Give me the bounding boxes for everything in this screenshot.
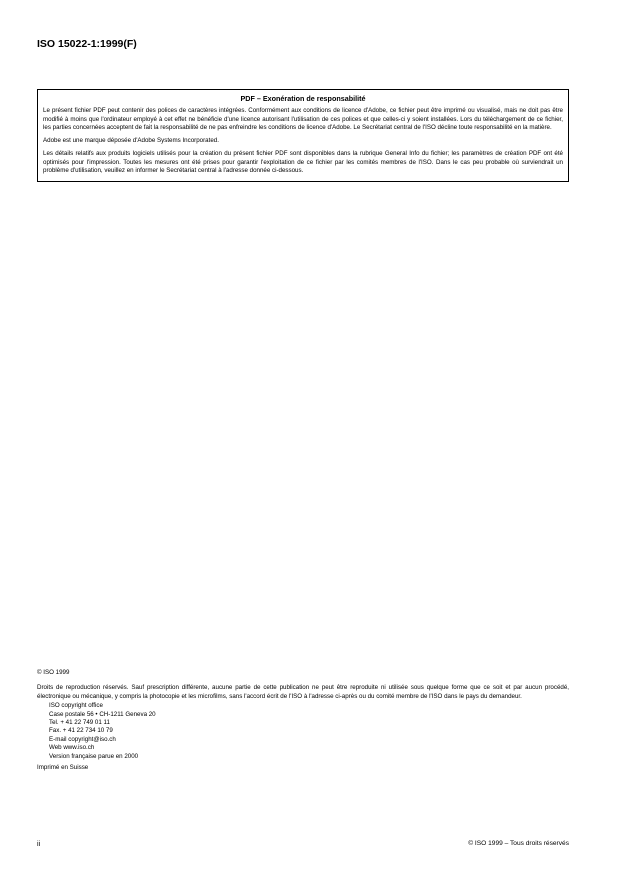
address-line: Fax. + 41 22 734 10 79 bbox=[49, 727, 113, 735]
address-line: Case postale 56 • CH-1211 Geneva 20 bbox=[49, 710, 156, 718]
iso-copyright-office-address bbox=[37, 702, 569, 761]
copyright-symbol-line: © ISO 1999 bbox=[37, 669, 70, 676]
copyright-notice bbox=[37, 669, 569, 772]
disclaimer-title: PDF – Exonération de responsabilité bbox=[240, 94, 366, 103]
disclaimer-paragraph-trademark: Adobe est une marque déposée d'Adobe Systems Incorporated. bbox=[43, 137, 219, 145]
document-id: ISO 15022-1:1999(F) bbox=[37, 38, 137, 50]
address-line: ISO copyright office bbox=[49, 702, 103, 710]
disclaimer-paragraph-software: Les détails relatifs aux produits logiciels utilisés pour la création du présent fichier PDF sont disponibles dans la rubrique General Info du fichier; les paramètres de création PDF ont été optimisés pour l'impression. Toutes les mesures ont été prises pour garantir l'exploitation de ce fichier par les comités membres de l'ISO. Dans le cas peu probable où surviendrait un problème d'utilisation, veuillez en informer le Secrétariat central à l'adresse donnée ci-dessous. bbox=[43, 149, 563, 175]
page-number: ii bbox=[37, 839, 41, 848]
address-line: Tel. + 41 22 749 01 11 bbox=[49, 719, 110, 727]
printed-in-text: Imprimé en Suisse bbox=[37, 764, 89, 772]
disclaimer-paragraph-fonts: Le présent fichier PDF peut contenir des polices de caractères intégrées. Conformément aux conditions de licence d'Adobe, ce fichier peut être imprimé ou visualisé, mais ne doit pas être modifié à moins que l'ordinateur employé à cet effet ne bénéficie d'une licence autorisant l'utilisation de ces polices et que celles-ci y soient installées. Lors du téléchargement de ce fichier, les parties concernées acceptent de fait la responsabilité de ne pas enfreindre les conditions de licence d'Adobe. Le Secrétariat central de l'ISO décline toute responsabilité en la matière. bbox=[43, 107, 563, 132]
reproduction-rights-text: Droits de reproduction réservés. Sauf prescription différente, aucune partie de cette publication ne peut être reproduite ni utilisée sous quelque forme que ce soit et par aucun procédé, électronique ou mécanique, y compris la photocopie et les microfilms, sans l'accord écrit de l'ISO à l'adresse ci-après ou du comité membre de l'ISO dans le pays du demandeur. bbox=[37, 684, 569, 700]
address-web-line: Web www.iso.ch bbox=[49, 744, 95, 752]
pdf-disclaimer-box bbox=[37, 89, 569, 182]
address-email-line: E-mail copyright@iso.ch bbox=[49, 735, 116, 743]
footer-rights: © ISO 1999 – Tous droits réservés bbox=[468, 840, 569, 847]
address-line: Version française parue en 2000 bbox=[49, 752, 139, 760]
